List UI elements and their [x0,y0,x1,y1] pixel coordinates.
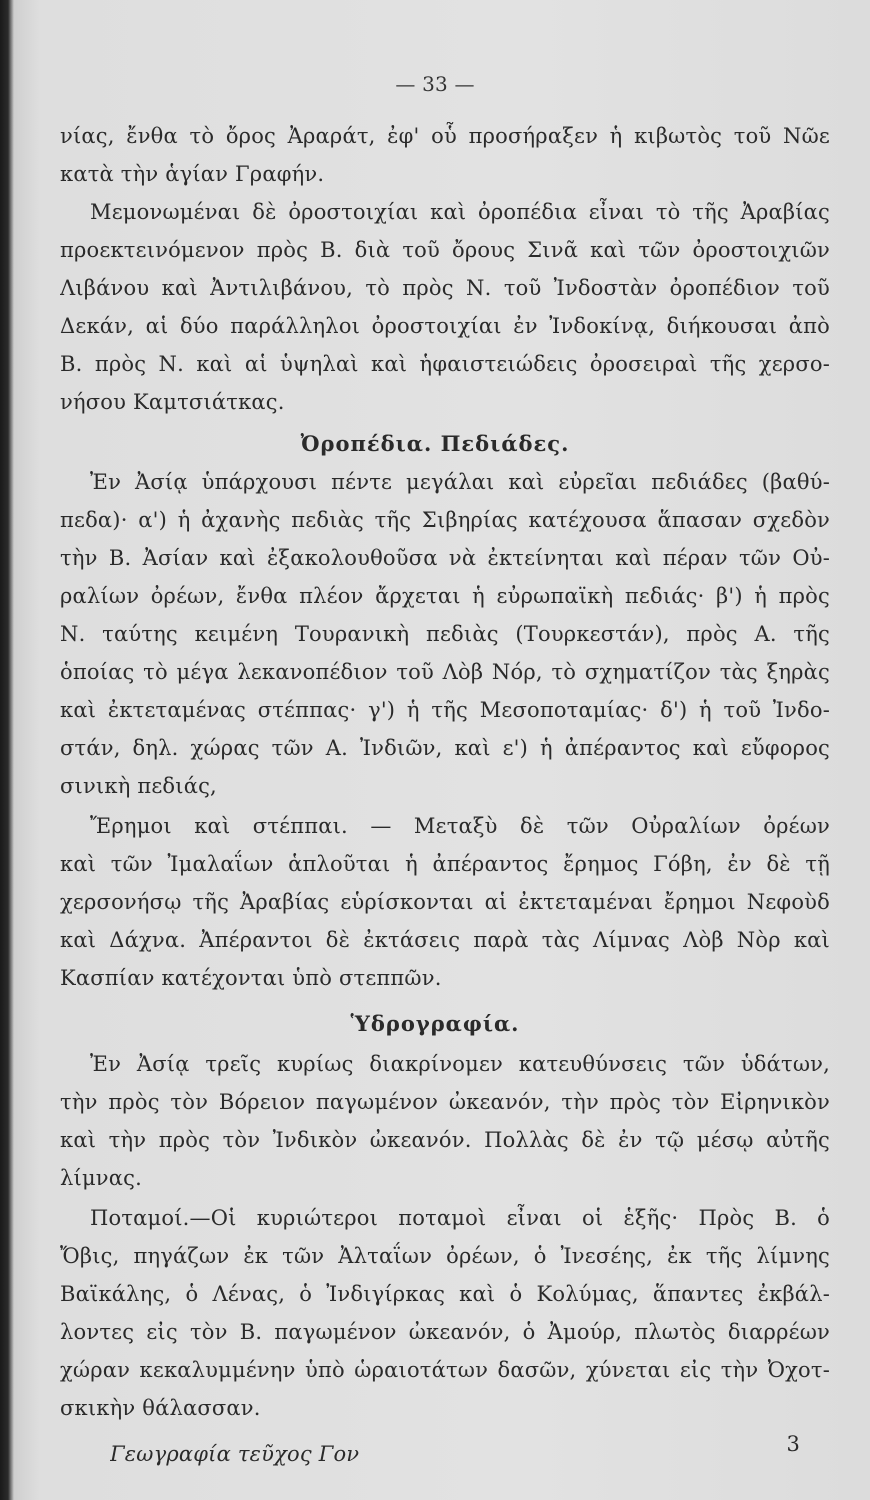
text-line: χώραν κεκαλυμμένην ὑπὸ ὡραιοτάτων δασῶν, χύνεται εἰς τὴν Ὀχοτ- [60,1358,830,1382]
text-line: ραλίων ὀρέων, ἔνθα πλέον ἄρχεται ἡ εὐρωπαϊκὴ πεδιάς· β') ἡ πρὸς [60,584,830,608]
text-line: Ἐν Ἀσίᾳ τρεῖς κυρίως διακρίνομεν κατευθύνσεις τῶν ὑδάτων, [90,1052,830,1076]
text-line: σινικὴ πεδιάς, [60,774,217,798]
text-line: Ὄβις, πηγάζων ἐκ τῶν Ἀλταΐων ὀρέων, ὁ Ἰνεσέης, ἐκ τῆς λίμνης [60,1244,830,1268]
text-line: Ν. ταύτης κειμένη Τουρανικὴ πεδιὰς (Τουρκεστάν), πρὸς Α. τῆς [60,622,830,646]
text-line: Ἔρημοι καὶ στέππαι. — Μεταξὺ δὲ τῶν Οὐραλίων ὀρέων [90,814,830,838]
text-line: τὴν πρὸς τὸν Βόρειον παγωμένον ὠκεανόν, τὴν πρὸς τὸν Εἰρηνικὸν [60,1090,830,1114]
text-line: κατὰ τὴν ἁγίαν Γραφήν. [60,162,325,186]
text-line: Κασπίαν κατέχονται ὑπὸ στεππῶν. [60,966,442,990]
text-line: Μεμονωμέναι δὲ ὀροστοιχίαι καὶ ὀροπέδια εἶναι τὸ τῆς Ἀραβίας [90,200,830,224]
text-line: καὶ τῶν Ἰμαλαΐων ἁπλοῦται ἡ ἀπέραντος ἔρημος Γόβη, ἐν δὲ τῇ [60,852,830,876]
section-heading: Ὑδρογραφία. [350,1011,520,1036]
text-line: Δεκάν, αἱ δύο παράλληλοι ὀροστοιχίαι ἐν Ἰνδοκίνᾳ, διήκουσαι ἀπὸ [60,314,830,338]
text-line: στάν, δηλ. χώρας τῶν Α. Ἰνδιῶν, καὶ ε') ἡ ἀπέραντος καὶ εὔφορος [60,736,830,760]
text-line: Βαϊκάλης, ὁ Λένας, ὁ Ἰνδιγίρκας καὶ ὁ Κολύμας, ἅπαντες ἐκβάλ- [60,1282,830,1306]
text-line: σκικὴν θάλασσαν. [60,1396,261,1420]
text-line: ὁποίας τὸ μέγα λεκανοπέδιον τοῦ Λὸβ Νόρ, τὸ σχηματίζον τὰς ξηρὰς [60,660,830,684]
footer-text: Γεωγραφία τεῦχος Γον [110,1442,360,1466]
text-line: προεκτεινόμενον πρὸς Β. διὰ τοῦ ὄρους Σινᾶ καὶ τῶν ὀροστοιχιῶν [60,238,830,262]
text-line: νίας, ἔνθα τὸ ὄρος Ἀραράτ, ἐφ' οὗ προσήραξεν ἡ κιβωτὸς τοῦ Νῶε [60,124,830,148]
text-line: καὶ Δάχνα. Ἀπέραντοι δὲ ἐκτάσεις παρὰ τὰς Λίμνας Λὸβ Νὸρ καὶ [60,928,830,952]
text-line: καὶ τὴν πρὸς τὸν Ἰνδικὸν ὠκεανόν. Πολλὰς δὲ ἐν τῷ μέσῳ αὐτῆς [60,1128,830,1152]
page-number: — 33 — [395,72,475,96]
text-line: χερσονήσῳ τῆς Ἀραβίας εὑρίσκονται αἱ ἐκτεταμέναι ἔρημοι Νεφοὺδ [60,890,830,914]
text-line: Ἐν Ἀσίᾳ ὑπάρχουσι πέντε μεγάλαι καὶ εὐρεῖαι πεδιάδες (βαθύ- [90,470,830,494]
text-line: καὶ ἐκτεταμένας στέππας· γ') ἡ τῆς Μεσοποταμίας· δ') ἡ τοῦ Ἰνδο- [60,698,830,722]
text-line: τὴν Β. Ἀσίαν καὶ ἐξακολουθοῦσα νὰ ἐκτείνηται καὶ πέραν τῶν Οὐ- [60,546,830,570]
text-line: πεδα)· α') ἡ ἀχανὴς πεδιὰς τῆς Σιβηρίας κατέχουσα ἅπασαν σχεδὸν [60,508,830,532]
section-heading: Ὀροπέδια. Πεδιάδες. [300,431,570,456]
text-line: νήσου Καμτσιάτκας. [60,390,285,414]
text-line: λοντες εἰς τὸν Β. παγωμένον ὠκεανόν, ὁ Ἀμούρ, πλωτὸς διαρρέων [60,1320,830,1344]
text-line: Β. πρὸς Ν. καὶ αἱ ὑψηλαὶ καὶ ἡφαιστειώδεις ὀροσειραὶ τῆς χερσο- [60,352,830,376]
text-line: Λιβάνου καὶ Ἀντιλιβάνου, τὸ πρὸς Ν. τοῦ Ἰνδοστὰν ὀροπέδιον τοῦ [60,276,830,300]
signature-mark: 3 [786,1432,800,1456]
text-line: Ποταμοί.—Οἱ κυριώτεροι ποταμοὶ εἶναι οἱ ἑξῆς· Πρὸς Β. ὁ [90,1206,830,1230]
text-line: λίμνας. [60,1166,142,1190]
